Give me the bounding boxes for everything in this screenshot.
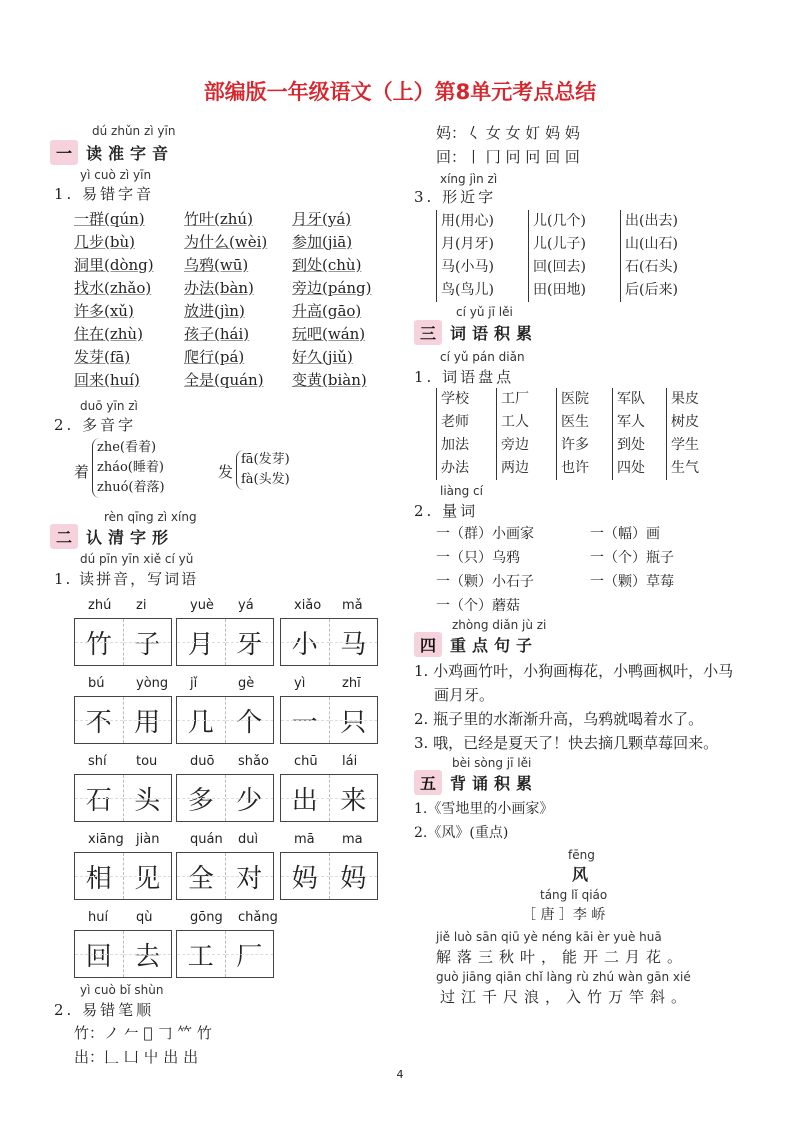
writing-box [74,774,172,822]
word-item: 升高(gāo) [292,302,362,320]
box-pinyin: zi [136,598,147,613]
box-pinyin: lái [342,754,358,769]
box-pinyin: qù [136,910,153,925]
writing-cell-char: 厂 [225,931,274,977]
subsection-3-2-pinyin: liàng cí [440,484,483,498]
poem-author-pinyin: táng lǐ qiáo [540,888,608,902]
subsection-2-2-pinyin: yì cuò bǐ shùn [80,983,164,997]
word-group [436,388,469,434]
writing-cell-char: 少 [225,775,274,821]
writing-cell-char: 回 [75,931,123,977]
section-1-heading [50,140,174,164]
reading-item: fà(头发) [241,472,290,487]
key-sentence: 2. 瓶子里的水渐渐升高，乌鸦就喝着水了。 [414,710,704,728]
writing-cell-char: 马 [329,619,378,665]
polyphone-zhe-readings [92,438,165,498]
word-group-item: 果皮 [666,388,699,411]
polyphone-fa-readings [236,450,290,490]
similar-char: 儿(儿子) [528,233,586,256]
error-prone-words-grid [74,208,402,390]
measure-word-item: 一（个）蘑菇 [436,598,520,614]
writing-cell-char: 相 [75,853,123,899]
measure-word-item: 一（颗）草莓 [590,574,674,590]
similar-char-pair [436,256,494,302]
subsection-3-1-title: 1. 词语盘点 [414,368,515,386]
box-pinyin: chǎng [238,910,278,925]
reading-item: zháo(睡着) [97,460,164,475]
measure-word-item: 一（群）小画家 [436,526,534,542]
word-group-item: 旁边 [496,434,529,457]
writing-cell-char: 工 [177,931,225,977]
word-group [666,388,699,434]
stroke-order-ma: 妈：𡿨 女 女 奵 妈 妈 [436,124,580,142]
box-pinyin: gè [238,676,255,691]
subsection-2-2-title: 2. 易错笔顺 [54,1001,155,1019]
word-group-item: 办法 [436,457,469,480]
word-item: 放进(jìn) [184,302,245,320]
box-pinyin: duō [190,754,215,769]
measure-word-item: 一（幅）画 [590,526,660,542]
word-item: 竹叶(zhú) [184,210,253,228]
section-5-label: 背诵积累 [450,773,539,793]
subsection-1-1-title: 1. 易错字音 [54,185,155,203]
word-group [436,434,469,480]
section-3-label: 词语积累 [450,323,539,343]
box-pinyin: gōng [190,910,223,925]
section-5-pinyin: bèi sòng jī lěi [452,756,532,770]
word-group [666,434,699,480]
word-item: 发芽(fā) [74,348,131,366]
word-group-item: 学生 [666,434,699,457]
measure-word-item: 一（个）瓶子 [590,550,674,566]
section-3-number: 三 [414,320,442,345]
box-pinyin: jǐ [190,676,198,691]
word-group-item: 两边 [496,457,529,480]
poem-line: 过江千尺浪，入竹万竿斜。 [440,988,693,1006]
box-pinyin: yòng [136,676,169,691]
section-4-number: 四 [414,632,442,657]
subsection-1-2-pinyin: duō yīn zì [80,399,138,413]
section-1-number: 一 [50,140,78,165]
word-item: 许多(xǔ) [74,302,134,320]
writing-cell-char: 去 [123,931,172,977]
stroke-order-zhu: 竹：ノ 𠂉 𠂌 𠃌 𥫗 竹 [74,1024,212,1042]
writing-box [280,618,378,666]
writing-cell-char: 一 [281,697,329,743]
subsection-3-2-title: 2. 量词 [414,502,479,520]
key-sentence: 3. 哦，已经是夏天了！快去摘几颗草莓回来。 [414,734,719,752]
page-title: 部编版一年级语文（上）第8单元考点总结 [203,80,597,104]
similar-char: 鸟(鸟儿) [436,279,494,302]
box-pinyin: shí [88,754,107,769]
writing-box [280,852,378,900]
writing-cell-char: 只 [329,697,378,743]
similar-char: 出(出去) [620,210,678,233]
writing-cell-char: 牙 [225,619,274,665]
word-item: 全是(quán) [184,371,264,389]
subsection-2-1-title: 1. 读拼音，写词语 [54,570,199,588]
writing-box [176,618,274,666]
writing-box [176,774,274,822]
box-pinyin: zhī [342,676,361,691]
writing-cell-char: 石 [75,775,123,821]
word-item: 几步(bù) [74,233,135,251]
box-pinyin: yuè [190,598,214,613]
writing-box [74,618,172,666]
polyphone-char-fa: 发 [218,463,234,481]
similar-char: 月(月牙) [436,233,494,256]
box-pinyin: ma [342,832,363,847]
box-pinyin: zhú [88,598,112,613]
writing-cell-char: 个 [225,697,274,743]
similar-char-pair [528,256,586,302]
word-group-item: 四处 [612,457,645,480]
box-pinyin: quán [190,832,223,847]
similar-char: 田(田地) [528,279,586,302]
similar-char-pair [528,210,586,256]
poem-title: 风 [572,865,589,884]
box-pinyin: shǎo [238,754,269,769]
recitation-item: 1.《雪地里的小画家》 [414,801,554,817]
box-pinyin: yì [294,676,306,691]
poem-line: 解落三秋叶，能开二月花。 [436,948,689,966]
similar-char: 山(山石) [620,233,678,256]
similar-char: 回(回去) [528,256,586,279]
section-5-heading [414,770,538,794]
writing-box [74,930,172,978]
word-group-item: 工厂 [496,388,529,411]
word-item: 变黄(biàn) [292,371,367,389]
writing-cell-char: 妈 [281,853,329,899]
word-item: 回来(huí) [74,371,140,389]
word-group-item: 老师 [436,411,469,434]
writing-cell-char: 用 [123,697,172,743]
word-group-item: 加法 [436,434,469,457]
writing-box [176,852,274,900]
poem-title-pinyin: fēng [568,848,595,862]
word-item: 玩吧(wán) [292,325,366,343]
word-item: 住在(zhù) [74,325,143,343]
recitation-item: 2.《风》(重点) [414,825,509,841]
similar-char-pair [620,210,678,256]
section-4-heading [414,632,538,656]
word-group [612,434,645,480]
writing-cell-char: 妈 [329,853,378,899]
reading-item: fā(发芽) [241,452,290,467]
word-item: 月牙(yá) [292,210,352,228]
box-pinyin: huí [88,910,109,925]
similar-char: 后(后来) [620,279,678,302]
box-pinyin: jiàn [136,832,160,847]
word-group-item: 也许 [556,457,589,480]
section-1-pinyin: dú zhǔn zì yīn [92,124,176,138]
box-pinyin: duì [238,832,259,847]
word-group [556,388,589,434]
subsection-3-1-pinyin: cí yǔ pán diǎn [440,350,525,364]
word-group [556,434,589,480]
key-sentence: 1. 小鸡画竹叶，小狗画梅花，小鸭画枫叶，小马 [414,662,734,680]
similar-char: 马(小马) [436,256,494,279]
polyphone-char-zhe: 着 [74,463,90,481]
similar-char-pair [436,210,494,256]
writing-cell-char: 小 [281,619,329,665]
poem-line-pinyin: jiě luò sān qiū yè néng kāi èr yuè huā [436,930,662,944]
word-group-item: 医院 [556,388,589,411]
subsection-1-2-title: 2. 多音字 [54,416,137,434]
word-item: 乌鸦(wū) [184,256,249,274]
section-3-pinyin: cí yǔ jī lěi [456,305,513,319]
poem-line-pinyin: guò jiāng qiān chǐ làng rù zhú wàn gān xié [436,970,691,984]
writing-box [280,774,378,822]
box-pinyin: yá [238,598,254,613]
word-group [496,388,529,434]
similar-char: 石(石头) [620,256,678,279]
similar-char: 用(用心) [436,210,494,233]
writing-cell-char: 全 [177,853,225,899]
box-pinyin: mā [294,832,315,847]
subsection-2-3-pinyin: xíng jìn zì [440,172,498,186]
section-5-number: 五 [414,770,442,795]
section-4-label: 重点句子 [450,635,539,655]
measure-word-item: 一（颗）小石子 [436,574,534,590]
word-group [496,434,529,480]
box-pinyin: mǎ [342,598,363,613]
writing-cell-char: 出 [281,775,329,821]
word-item: 洞里(dòng) [74,256,154,274]
writing-cell-char: 不 [75,697,123,743]
section-2-number: 二 [50,524,78,549]
word-group-item: 许多 [556,434,589,457]
word-group-item: 学校 [436,388,469,411]
writing-box [176,696,274,744]
word-item: 到处(chù) [292,256,362,274]
stroke-order-chu: 出：𠃊 凵 屮 出 出 [74,1048,199,1066]
section-1-label: 读准字音 [86,143,175,163]
similar-char: 儿(几个) [528,210,586,233]
similar-char-pair [620,256,678,302]
box-pinyin: bú [88,676,105,691]
writing-cell-char: 头 [123,775,172,821]
word-group-item: 生气 [666,457,699,480]
section-2-heading [50,524,174,548]
subsection-2-3-title: 3. 形近字 [414,188,497,206]
word-group-item: 树皮 [666,411,699,434]
section-2-label: 认清字形 [86,527,175,547]
word-item: 为什么(wèi) [184,233,268,251]
subsection-2-1-pinyin: dú pīn yīn xiě cí yǔ [80,552,194,566]
section-4-pinyin: zhòng diǎn jù zi [452,618,547,632]
word-item: 好久(jiǔ) [292,348,353,366]
poem-author: ［ 唐 ］李 峤 [522,907,606,923]
writing-box [280,696,378,744]
word-item: 旁边(páng) [292,279,372,297]
measure-word-item: 一（只）乌鸦 [436,550,520,566]
writing-cell-char: 子 [123,619,172,665]
writing-cell-char: 月 [177,619,225,665]
word-group-item: 军人 [612,411,645,434]
page-number: 4 [396,1068,404,1081]
section-3-heading [414,320,538,344]
stroke-order-hui: 回：丨 冂 冋 冋 回 回 [436,148,580,166]
section-2-pinyin: rèn qīng zì xíng [104,510,197,524]
box-pinyin: tou [136,754,158,769]
box-pinyin: xiāng [88,832,124,847]
reading-item: zhe(看着) [97,440,157,455]
word-item: 孩子(hái) [184,325,250,343]
word-item: 爬行(pá) [184,348,245,366]
reading-item: zhuó(着落) [97,480,165,495]
word-item: 办法(bàn) [184,279,254,297]
writing-cell-char: 对 [225,853,274,899]
writing-box [74,696,172,744]
word-group [612,388,645,434]
word-group-item: 到处 [612,434,645,457]
word-item: 参加(jiā) [292,233,353,251]
box-pinyin: chū [294,754,318,769]
word-group-item: 军队 [612,388,645,411]
word-item: 找水(zhǎo) [74,279,152,297]
writing-box [74,852,172,900]
writing-cell-char: 来 [329,775,378,821]
word-item: 一群(qún) [74,210,145,228]
word-group-item: 工人 [496,411,529,434]
writing-cell-char: 几 [177,697,225,743]
writing-box [176,930,274,978]
box-pinyin: xiǎo [294,598,322,613]
writing-cell-char: 竹 [75,619,123,665]
writing-cell-char: 见 [123,853,172,899]
word-group-item: 医生 [556,411,589,434]
key-sentence: 画月牙。 [434,686,495,704]
subsection-1-1-pinyin: yì cuò zì yīn [80,168,152,182]
writing-cell-char: 多 [177,775,225,821]
